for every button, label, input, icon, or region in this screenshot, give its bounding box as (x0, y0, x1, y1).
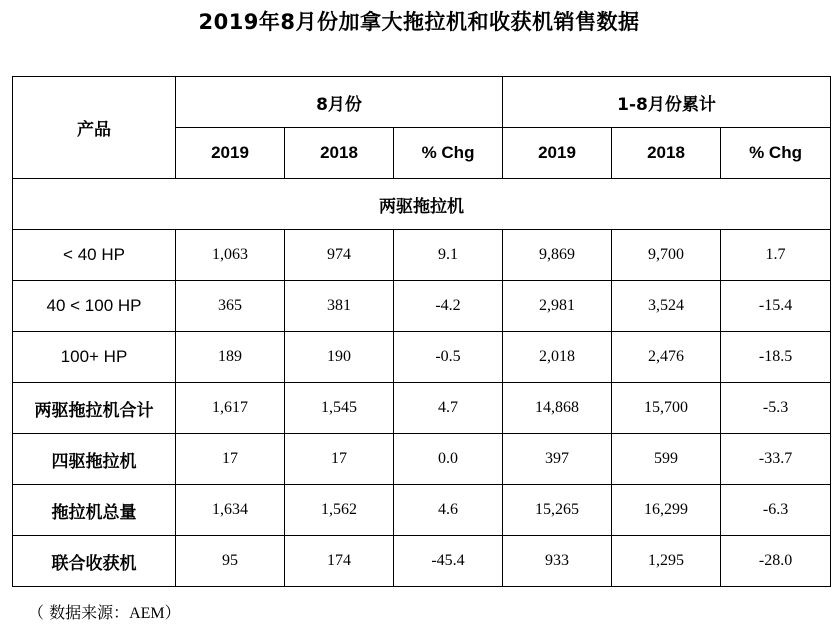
table-cell: 0.0 (394, 434, 503, 485)
table-cell: -15.4 (721, 281, 831, 332)
row-label: 40 < 100 HP (13, 281, 176, 332)
table-cell: 2,981 (503, 281, 612, 332)
table-cell: 974 (285, 230, 394, 281)
month-2019-header: 2019 (176, 128, 285, 179)
product-column-header: 产品 (13, 77, 176, 179)
table-cell: 1,617 (176, 383, 285, 434)
source-prefix: （ 数据来源： (28, 603, 130, 622)
row-label: 两驱拖拉机合计 (13, 383, 176, 434)
table-cell: 16,299 (612, 485, 721, 536)
table-row (13, 536, 831, 587)
section-label-2wd: 两驱拖拉机 (13, 179, 831, 230)
table-row (13, 332, 831, 383)
table-cell: 1,562 (285, 485, 394, 536)
table-cell: 174 (285, 536, 394, 587)
table-cell: 1,545 (285, 383, 394, 434)
table-cell: 599 (612, 434, 721, 485)
table-cell: 1,634 (176, 485, 285, 536)
table-cell: 1,295 (612, 536, 721, 587)
month-group-header: 8月份 (176, 77, 503, 128)
table-row (13, 281, 831, 332)
table-cell: -33.7 (721, 434, 831, 485)
document-title: 2019年8月份加拿大拖拉机和收获机销售数据 (198, 10, 640, 34)
table-cell: 2,018 (503, 332, 612, 383)
table-cell: 14,868 (503, 383, 612, 434)
table-cell: 15,700 (612, 383, 721, 434)
row-label: 四驱拖拉机 (13, 434, 176, 485)
source-suffix: ） (164, 603, 181, 622)
table-cell: -45.4 (394, 536, 503, 587)
row-label: 100+ HP (13, 332, 176, 383)
table-cell: 9.1 (394, 230, 503, 281)
source-note (28, 600, 181, 623)
table-cell: 9,869 (503, 230, 612, 281)
table-cell: 95 (176, 536, 285, 587)
table-cell: 15,265 (503, 485, 612, 536)
table-cell: 381 (285, 281, 394, 332)
table-row (13, 434, 831, 485)
table-cell: 1,063 (176, 230, 285, 281)
table-cell: -5.3 (721, 383, 831, 434)
table-cell: 4.6 (394, 485, 503, 536)
month-chg-header: % Chg (394, 128, 503, 179)
ytd-2018-header: 2018 (612, 128, 721, 179)
table-row (13, 485, 831, 536)
month-2018-header: 2018 (285, 128, 394, 179)
table-cell: 9,700 (612, 230, 721, 281)
table-cell: 190 (285, 332, 394, 383)
table-cell: 17 (285, 434, 394, 485)
table-cell: 1.7 (721, 230, 831, 281)
table-cell: 3,524 (612, 281, 721, 332)
table-cell: 365 (176, 281, 285, 332)
table-cell: 2,476 (612, 332, 721, 383)
source-name: AEM (129, 605, 165, 622)
ytd-group-header: 1-8月份累计 (503, 77, 831, 128)
row-label: 联合收获机 (13, 536, 176, 587)
table-cell: 189 (176, 332, 285, 383)
table-cell: -6.3 (721, 485, 831, 536)
table-cell: -0.5 (394, 332, 503, 383)
table-cell: 397 (503, 434, 612, 485)
table-cell: -28.0 (721, 536, 831, 587)
table-cell: 933 (503, 536, 612, 587)
table-row (13, 230, 831, 281)
table-row (13, 383, 831, 434)
table-cell: -18.5 (721, 332, 831, 383)
table-cell: -4.2 (394, 281, 503, 332)
sales-data-table (12, 76, 831, 587)
row-label: 拖拉机总量 (13, 485, 176, 536)
ytd-2019-header: 2019 (503, 128, 612, 179)
table-cell: 4.7 (394, 383, 503, 434)
table-cell: 17 (176, 434, 285, 485)
row-label: < 40 HP (13, 230, 176, 281)
ytd-chg-header: % Chg (721, 128, 831, 179)
